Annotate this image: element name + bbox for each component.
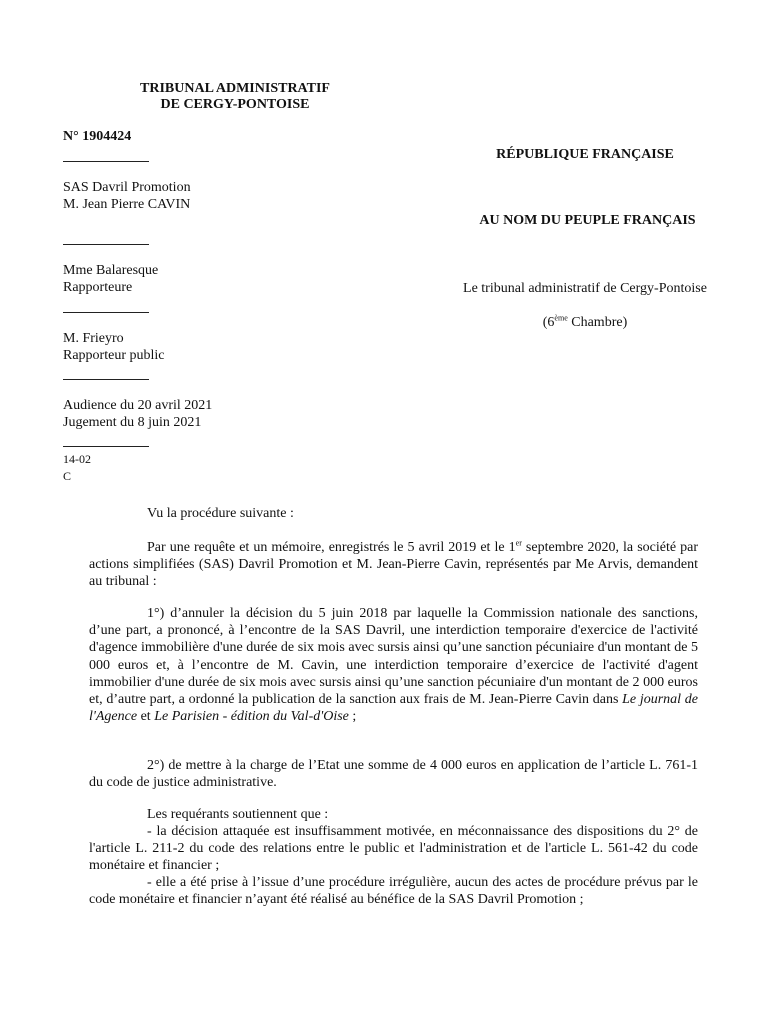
hearing-date: Audience du 20 avril 2021 — [63, 398, 213, 413]
rapporteur-name: Mme Balaresque — [63, 263, 159, 278]
judgment-date: Jugement du 8 juin 2021 — [63, 415, 202, 430]
paragraph-request: Par une requête et un mémoire, enregistrés le 5 avril 2019 et le 1er septembre 2020, la société par actions simplifiées (SAS) Davril Promotion et M. Jean-Pierre Cavin, représentés par Me Arvis, demandent au tribunal : — [89, 538, 698, 590]
public-rapporteur-name: M. Frieyro — [63, 331, 124, 346]
rapporteur-role: Rapporteure — [63, 280, 133, 295]
paragraph-conclusion-2: 2°) de mettre à la charge de l’Etat une somme de 4 000 euros en application de l’article L. 761-1 du code de justice administrative. — [89, 758, 698, 791]
paragraph-conclusion-1: 1°) d’annuler la décision du 5 juin 2018 par laquelle la Commission nationale des sanctions, d’une part, a prononcé, à l’encontre de la SAS Davril, une interdiction temporaire d'exercice de l'activité d'agence immobilière d'une durée de six mois avec sursis ainsi qu’une sanction pécuniaire d'un montant de 5 000 euros et, à l’encontre de M. Cavin, une interdiction temporaire d’exercice de l'activité d'agent immobilier d'une durée de six mois avec sursis ainsi qu’une sanction pécuniaire d'un montant de 2 000 euros et, d’autre part, a ordonné la publication de la sanction aux frais de M. Jean-Pierre Cavin dans Le journal de l'Agence et Le Parisien - édition du Val-d'Oise ; — [89, 606, 698, 725]
paragraph-argument-2: - elle a été prise à l’issue d’une procédure irrégulière, aucun des actes de procédure prévus par le code monétaire et financier n’ayant été réalisé au bénéfice de la SAS Davril Promotion ; — [89, 875, 698, 908]
separator-rule — [63, 312, 149, 313]
party-company: SAS Davril Promotion — [63, 180, 191, 195]
classification-code: 14-02 — [63, 452, 91, 466]
chamber-number: (6 — [542, 315, 555, 330]
public-rapporteur-role: Rapporteur public — [63, 348, 165, 363]
procedure-intro: Vu la procédure suivante : — [147, 506, 294, 521]
party-person: M. Jean Pierre CAVIN — [63, 197, 191, 212]
case-number: N° 1904424 — [63, 129, 132, 144]
chamber-label: Chambre) — [567, 315, 628, 330]
court-name-line2: DE CERGY-PONTOISE — [160, 97, 310, 112]
paragraph-arguments-intro: Les requérants soutiennent que : — [147, 807, 329, 822]
chamber — [490, 314, 680, 331]
separator-rule — [63, 446, 149, 447]
paragraph-argument-1: - la décision attaquée est insuffisamment motivée, en méconnaissance des dispositions du 2° de l'article L. 211-2 du code des relations entre le public et l'administration et de l'article L. 561-42 du code monétaire et financier ; — [89, 824, 698, 874]
people-heading: AU NOM DU PEUPLE FRANÇAIS — [479, 213, 696, 228]
separator-rule — [63, 379, 149, 380]
separator-rule — [63, 244, 149, 245]
court-name-line1: TRIBUNAL ADMINISTRATIF — [140, 81, 330, 96]
separator-rule — [63, 161, 149, 162]
chamber-ordinal: ème — [554, 313, 568, 323]
publication-letter: C — [63, 469, 72, 483]
tribunal-name: Le tribunal administratif de Cergy-Pontoise — [463, 281, 707, 296]
republic-heading: RÉPUBLIQUE FRANÇAISE — [496, 147, 674, 162]
